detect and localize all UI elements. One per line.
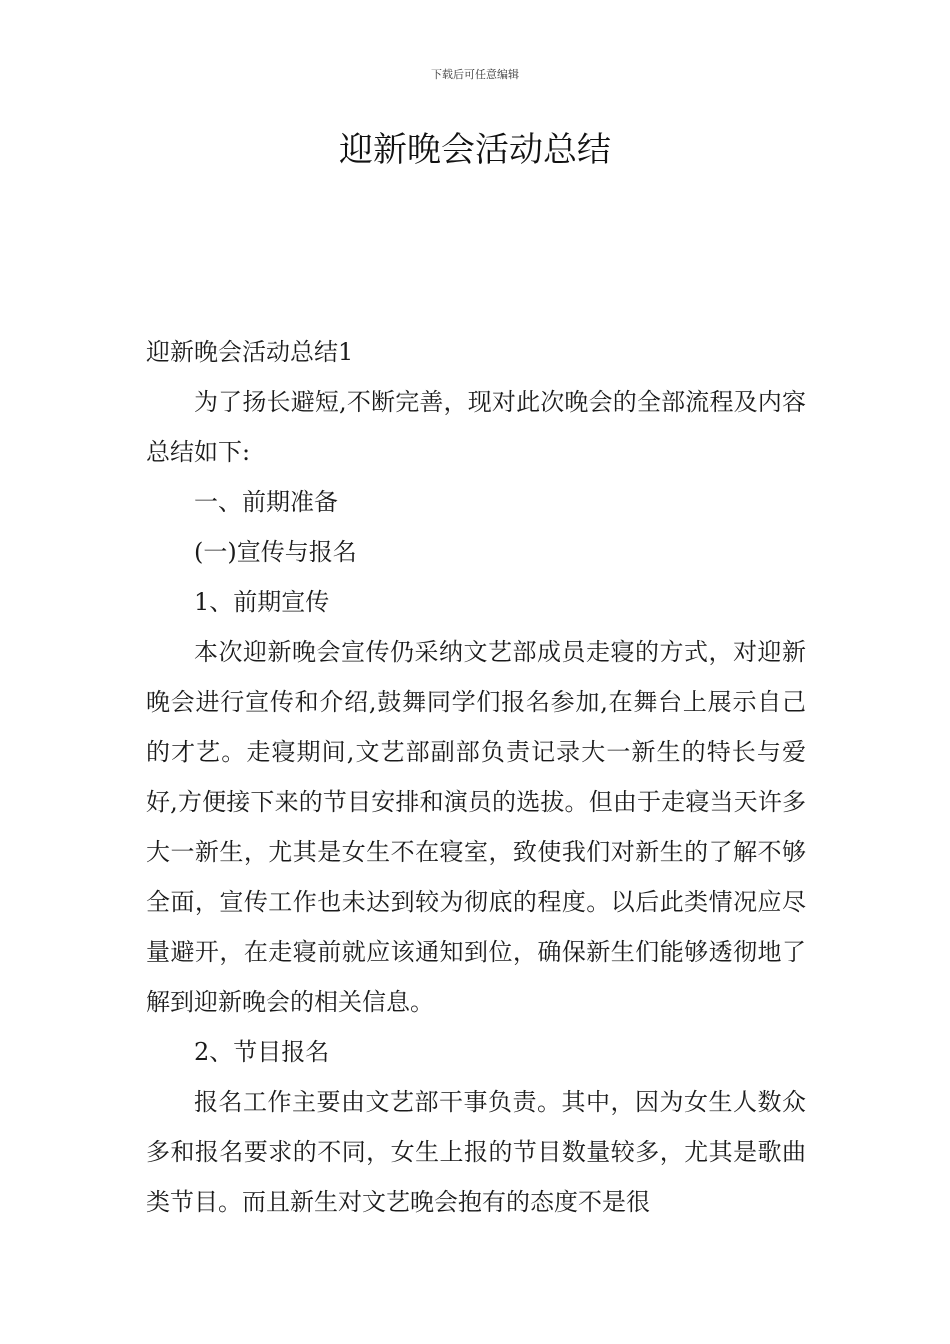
paragraph-heading-preparation: 一、前期准备 xyxy=(194,488,338,516)
paragraph-heading-early-promotion: 1、前期宣传 xyxy=(194,588,330,616)
section-heading: 迎新晚会活动总结1 xyxy=(146,338,354,366)
document-title: 迎新晚会活动总结 xyxy=(339,130,611,170)
paragraph-heading-registration: 2、节目报名 xyxy=(194,1038,330,1066)
header-note: 下载后可任意编辑 xyxy=(431,68,519,81)
paragraph-intro: 为了扬长避短,不断完善，现对此次晚会的全部流程及内容总结如下: xyxy=(146,388,806,466)
paragraph-heading-promotion: (一)宣传与报名 xyxy=(194,538,357,566)
document-body xyxy=(146,327,806,1227)
paragraph-promotion-body: 本次迎新晚会宣传仍采纳文艺部成员走寝的方式，对迎新晚会进行宣传和介绍,鼓舞同学们报名参加,在舞台上展示自己的才艺。走寝期间,文艺部副部负责记录大一新生的特长与爱好,方便接下来的节目安排和演员的选拔。但由于走寝当天许多大一新生，尤其是女生不在寝室，致使我们对新生的了解不够全面，宣传工作也未达到较为彻底的程度。以后此类情况应尽量避开，在走寝前就应该通知到位，确保新生们能够透彻地了解到迎新晚会的相关信息。 xyxy=(146,638,806,1016)
paragraph-registration-body: 报名工作主要由文艺部干事负责。其中，因为女生人数众多和报名要求的不同，女生上报的节目数量较多，尤其是歌曲类节目。而且新生对文艺晚会抱有的态度不是很 xyxy=(146,1088,806,1216)
